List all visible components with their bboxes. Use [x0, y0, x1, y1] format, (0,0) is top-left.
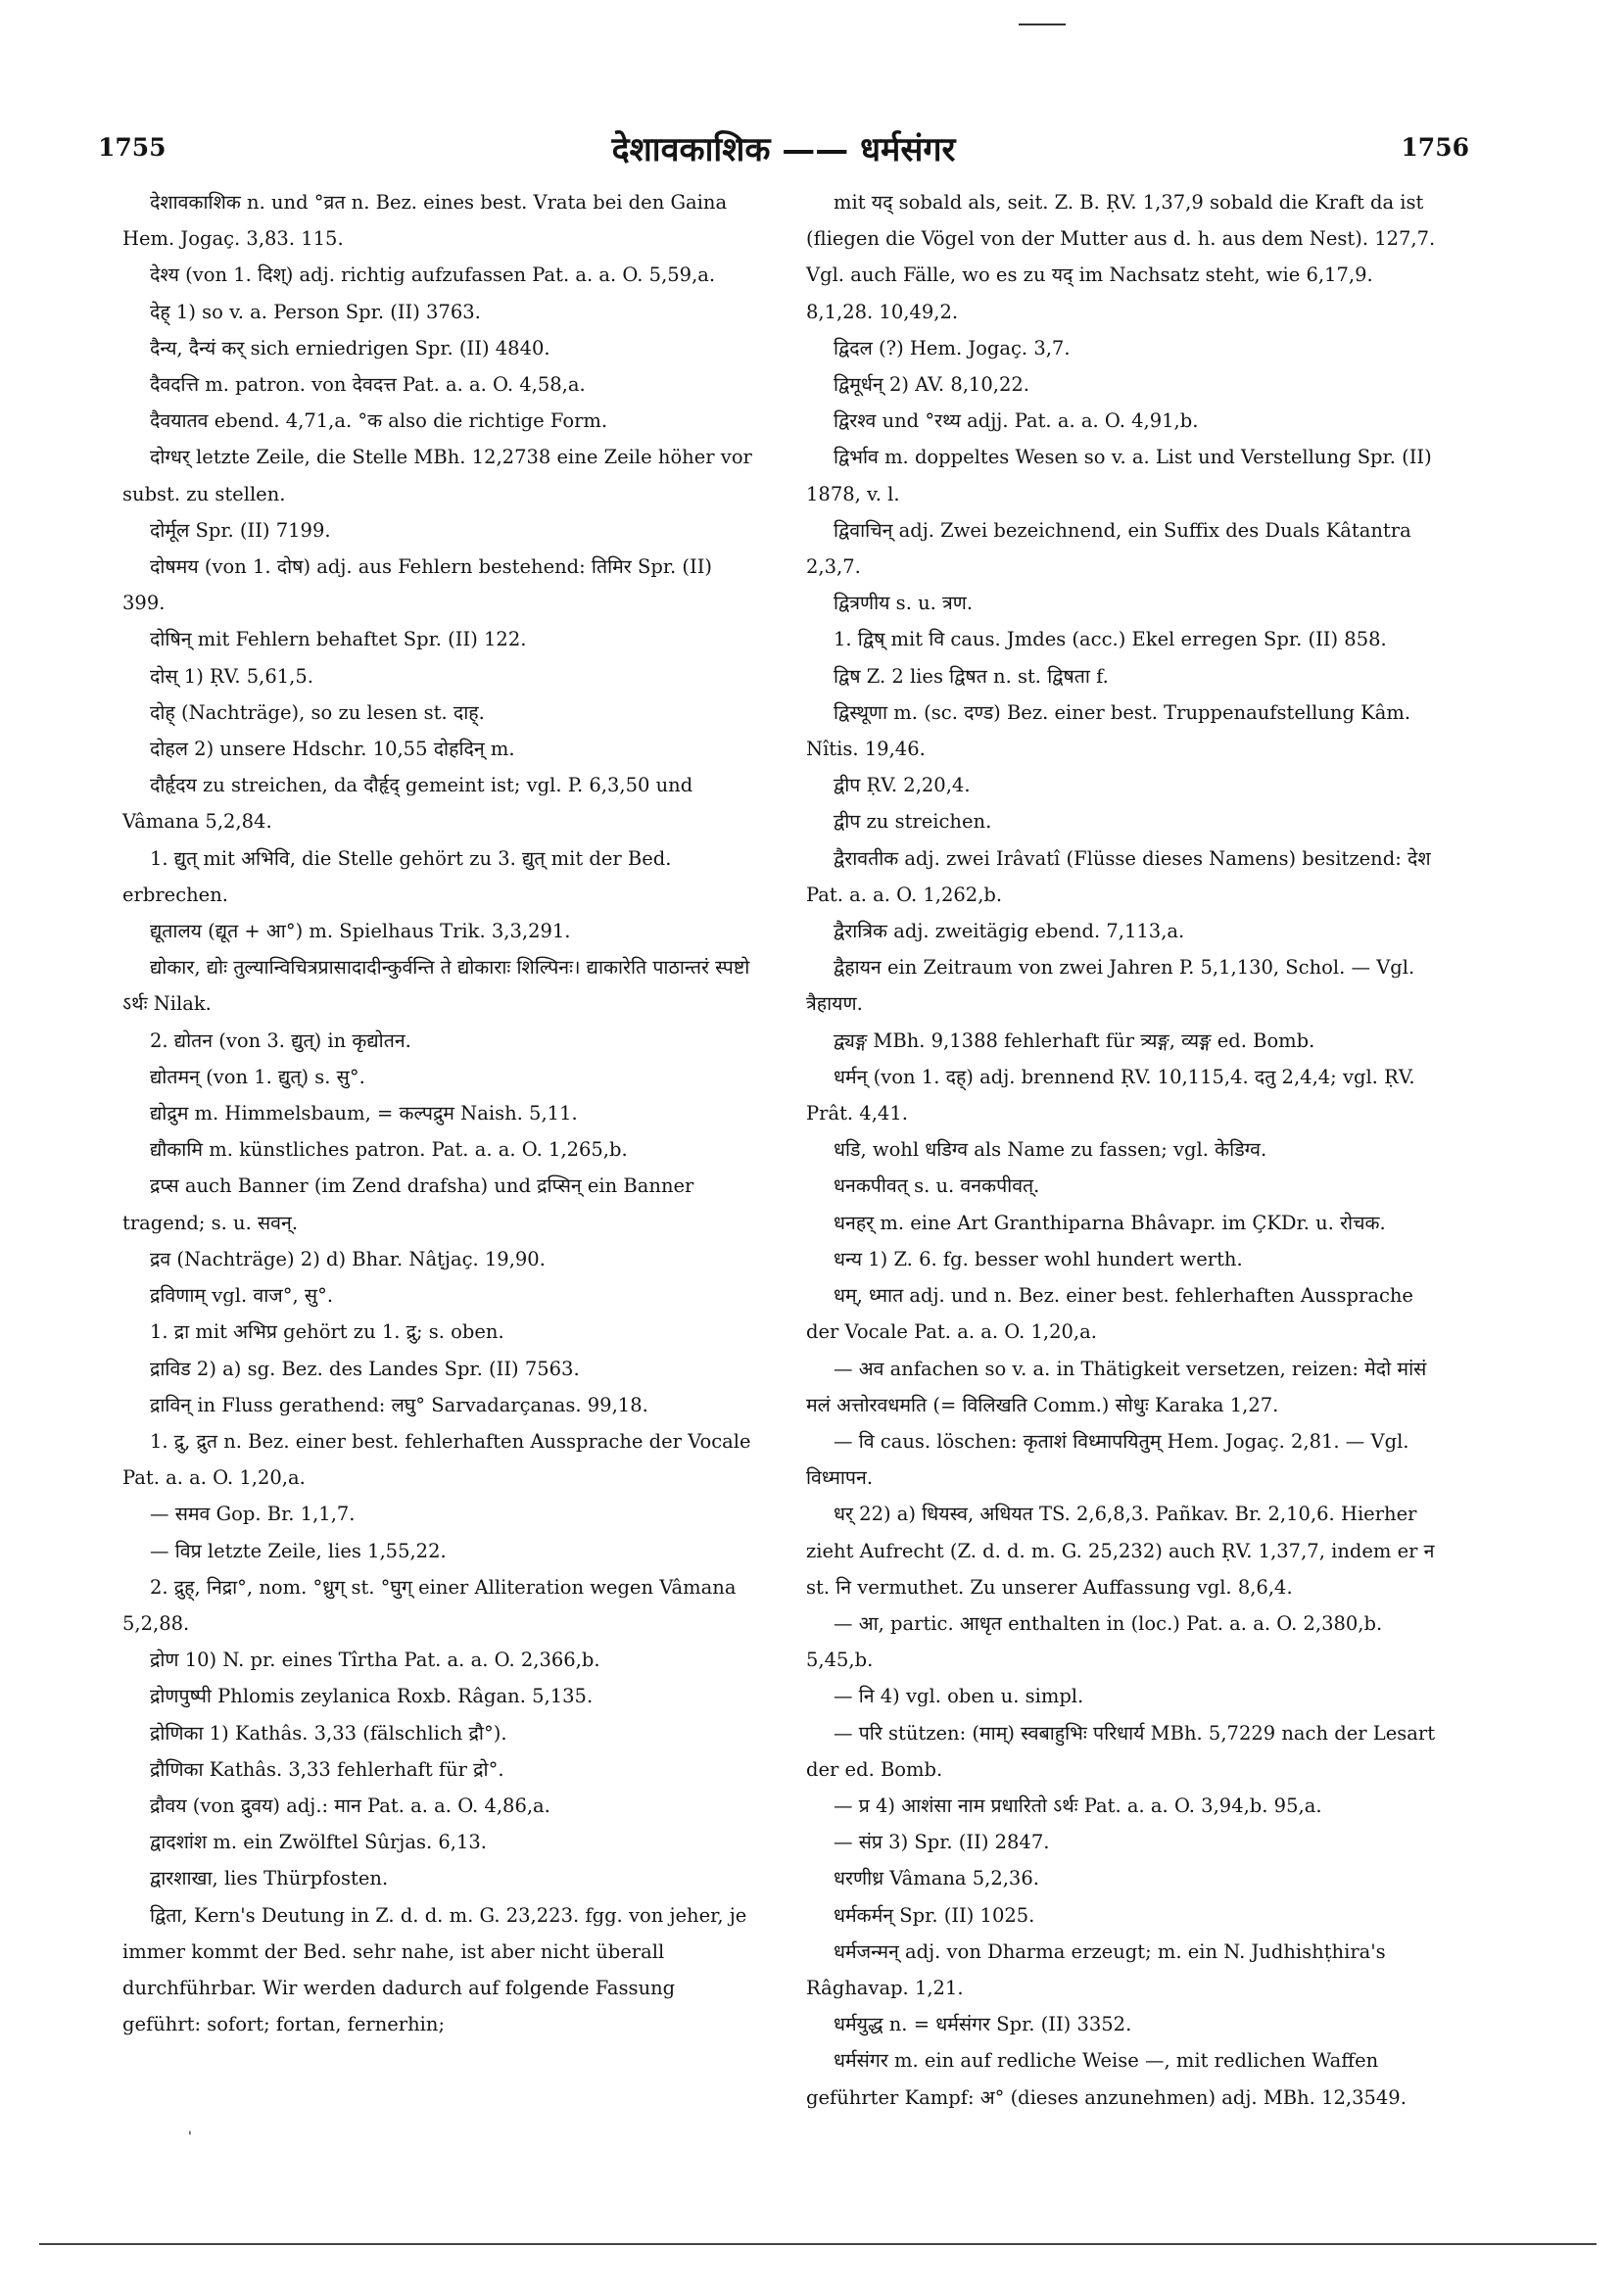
dictionary-entry: द्वादशांश m. ein Zwölftel Sûrjas. 6,13.	[150, 1831, 487, 1854]
dictionary-entry: दोस् 1) ṚV. 5,61,5.	[150, 664, 313, 688]
dictionary-entry: द्रौवय (von द्रुवय) adj.: मान Pat. a. a. O. 4,86,a.	[150, 1794, 550, 1817]
dictionary-entry: द्विमूर्धन् 2) AV. 8,10,22.	[834, 373, 1029, 397]
dictionary-entry: — परि stützen: (माम्) स्वबाहुभिः परिधार्य MBh. 5,7229 nach der Lesart der ed. Bomb.	[806, 1721, 1436, 1781]
dictionary-entry: धर्मयुद्ध n. = धर्मसंगर Spr. (II) 3352.	[834, 2013, 1132, 2036]
top-rule	[1019, 24, 1066, 25]
dictionary-entry: द्रोण 10) N. pr. eines Tîrtha Pat. a. a. O. 2,366,b.	[150, 1649, 600, 1672]
dictionary-entry: 2. द्योतन (von 3. द्युत्) in कृद्योतन.	[150, 1028, 411, 1052]
dictionary-entry: धर्मकर्मन् Spr. (II) 1025.	[834, 1903, 1035, 1927]
dictionary-entry: द्वीप ṚV. 2,20,4.	[834, 774, 971, 797]
dictionary-entry: धडि, wohl धडिग्व als Name zu fassen; vgl. केडिग्व.	[834, 1138, 1267, 1162]
dictionary-entry: धम्, ध्मात adj. und n. Bez. einer best. fehlerhaften Aussprache der Vocale Pat. a. a. O. 1,20,a.	[806, 1284, 1413, 1344]
dictionary-entry: धनहर् m. eine Art Granthiparna Bhâvapr. im ÇKDr. u. रोचक.	[834, 1211, 1386, 1234]
dictionary-entry: धर्मन् (von 1. दह्) adj. brennend ṚV. 10,115,4. दतु 2,4,4; vgl. ṚV. Prât. 4,41.	[806, 1065, 1415, 1125]
dictionary-entry: द्विष Z. 2 lies द्विषत n. st. द्विषता f.	[834, 664, 1109, 688]
dictionary-entry: द्वीप zu streichen.	[834, 810, 992, 834]
dictionary-entry: द्वित्रणीय s. u. त्रण.	[834, 592, 974, 615]
dictionary-entry: धरणीध्र Vâmana 5,2,36.	[834, 1867, 1039, 1890]
dictionary-entry: द्रविणाम् vgl. वाज°, सु°.	[150, 1284, 334, 1308]
dictionary-entry: द्योतमन् (von 1. द्युत्) s. सु°.	[150, 1065, 365, 1088]
dictionary-entry: द्यूतालय (द्यूत + आ°) m. Spielhaus Trik. 3,3,291.	[150, 920, 571, 943]
dictionary-entry: देशावकाशिक n. und °व्रत n. Bez. eines best. Vrata bei den Gaina Hem. Jogaç. 3,83. 115.	[122, 191, 728, 251]
page-number-left: 1755	[98, 133, 167, 162]
dictionary-entry: दौर्हृदय zu streichen, da दौर्हृद् gemeint ist; vgl. P. 6,3,50 und Vâmana 5,2,84.	[122, 774, 693, 834]
dictionary-entry: द्राविड 2) a) sg. Bez. des Landes Spr. (II) 7563.	[150, 1357, 580, 1380]
left-column	[122, 184, 759, 2042]
dictionary-entry: — समव Gop. Br. 1,1,7.	[150, 1503, 356, 1526]
dictionary-entry: दैवदत्ति m. patron. von देवदत्त Pat. a. a. O. 4,58,a.	[150, 373, 586, 397]
dictionary-entry: द्यौकामि m. künstliches patron. Pat. a. a. O. 1,265,b.	[150, 1138, 628, 1162]
footer-rule	[39, 2243, 1597, 2245]
dictionary-entry: 1. द्रा mit अभिप्र gehört zu 1. द्रु; s. oben.	[150, 1320, 504, 1344]
right-column	[806, 184, 1445, 2116]
dictionary-entry: धर्मजन्मन् adj. von Dharma erzeugt; m. ein N. Judhishṭhira's Râghavap. 1,21.	[806, 1939, 1386, 1999]
dictionary-entry: दोर्मूल Spr. (II) 7199.	[150, 518, 331, 542]
dictionary-entry: द्विस्थूणा m. (sc. दण्ड) Bez. einer best. Truppenaufstellung Kâm. Nîtis. 19,46.	[806, 700, 1411, 761]
page-number-right: 1756	[1401, 133, 1469, 162]
dictionary-entry: द्रोणपुष्पी Phlomis zeylanica Roxb. Râgan. 5,135.	[150, 1685, 594, 1708]
dictionary-entry: द्विर्भाव m. doppeltes Wesen so v. a. List und Verstellung Spr. (II) 1878, v. l.	[806, 446, 1432, 505]
dictionary-entry: — वि caus. löschen: कृताशं विध्मापयितुम् Hem. Jogaç. 2,81. — Vgl. विध्मापन.	[806, 1429, 1409, 1490]
dictionary-entry: द्विदल (?) Hem. Jogaç. 3,7.	[834, 336, 1071, 359]
dictionary-entry: धर् 22) a) धियस्व, अधियत TS. 2,6,8,3. Pañkav. Br. 2,10,6. Hierher zieht Aufrecht (Z. d. d. m. G. 25,232) auch ṚV. 1,37,7, indem er न st. नि vermuthet. Zu unserer Auffassung vgl. 8,6,4.	[806, 1503, 1435, 1599]
dictionary-entry: धन्य 1) Z. 6. fg. besser wohl hundert werth.	[834, 1247, 1243, 1270]
dictionary-entry: द्वैरात्रिक adj. zweitägig ebend. 7,113,a.	[834, 920, 1185, 943]
dictionary-entry: दोहल 2) unsere Hdschr. 10,55 दोहदिन् m.	[150, 738, 515, 761]
dictionary-entry: — संप्र 3) Spr. (II) 2847.	[834, 1831, 1050, 1854]
dictionary-entry: द्रौणिका Kathâs. 3,33 fehlerhaft für द्रो°.	[150, 1757, 504, 1781]
dictionary-entry: द्वैहायन ein Zeitraum von zwei Jahren P. 5,1,130, Schol. — Vgl. त्रैहायण.	[806, 956, 1415, 1016]
dictionary-entry: दोग्धर् letzte Zeile, die Stelle MBh. 12,2738 eine Zeile höher vor subst. zu stellen.	[122, 446, 752, 505]
dictionary-entry: दोषमय (von 1. दोष) adj. aus Fehlern bestehend: तिमिर Spr. (II) 399.	[122, 555, 713, 615]
dictionary-entry: 1. द्विष् mit वि caus. Jmdes (acc.) Ekel erregen Spr. (II) 858.	[834, 628, 1387, 651]
dictionary-entry: द्विवाचिन् adj. Zwei bezeichnend, ein Suffix des Duals Kâtantra 2,3,7.	[806, 518, 1411, 579]
dictionary-entry: — अव anfachen so v. a. in Thätigkeit versetzen, reizen: मेदो मांसं मलं अत्तोरवधमति (= विलिखति Comm.) सोधुः Karaka 1,27.	[806, 1357, 1427, 1416]
page-header	[98, 125, 1469, 174]
stray-mark: '	[188, 2129, 192, 2145]
dictionary-entry: दोह् (Nachträge), so zu lesen st. दाह्.	[150, 700, 485, 724]
dictionary-entry: दैवयातव ebend. 4,71,a. °क also die richtige Form.	[150, 409, 608, 433]
dictionary-entry: द्रव (Nachträge) 2) d) Bhar. Nâṭjaç. 19,90.	[150, 1247, 546, 1270]
dictionary-entry: — विप्र letzte Zeile, lies 1,55,22.	[150, 1539, 447, 1562]
dictionary-entry: द्राविन् in Fluss gerathend: लघु° Sarvadarçanas. 99,18.	[150, 1393, 648, 1416]
dictionary-entry: 1. द्रु, द्रुत n. Bez. einer best. fehlerhaften Aussprache der Vocale Pat. a. a. O. 1,20,a.	[122, 1429, 751, 1490]
dictionary-entry: — नि 4) vgl. oben u. simpl.	[834, 1685, 1084, 1708]
dictionary-entry: mit यद् sobald als, seit. Z. B. ṚV. 1,37,9 sobald die Kraft da ist (fliegen die Vögel von der Mutter aus d. h. aus dem Nest). 127,7. Vgl. auch Fälle, wo es zu यद् im Nachsatz steht, wie 6,17,9. 8,1,28. 10,49,2.	[806, 191, 1436, 323]
dictionary-entry: — प्र 4) आशंसा नाम प्रधारितो ऽर्थः Pat. a. a. O. 3,94,b. 95,a.	[834, 1794, 1322, 1817]
dictionary-entry: देह् 1) so v. a. Person Spr. (II) 3763.	[150, 300, 481, 323]
dictionary-entry: द्व्यङ्ग MBh. 9,1388 fehlerhaft für त्र्यङ्ग, व्यङ्ग ed. Bomb.	[834, 1028, 1315, 1052]
dictionary-entry: द्विता, Kern's Deutung in Z. d. d. m. G. 23,223. fgg. von jeher, je immer kommt der Bed. sehr nahe, ist aber nicht überall durchführbar. Wir werden dadurch auf folgende Fassung geführt: sofort; fortan, fernerhin;	[122, 1903, 747, 2036]
dictionary-entry: धर्मसंगर m. ein auf redliche Weise —, mit redlichen Waffen geführter Kampf: अ° (dieses anzunehmen) adj. MBh. 12,3549.	[806, 2049, 1407, 2109]
dictionary-entry: दोषिन् mit Fehlern behaftet Spr. (II) 122.	[150, 628, 527, 651]
dictionary-entry: द्रोणिका 1) Kathâs. 3,33 (fälschlich द्रौ°).	[150, 1721, 507, 1745]
dictionary-entry: — आ, partic. आधृत enthalten in (loc.) Pat. a. a. O. 2,380,b. 5,45,b.	[806, 1611, 1383, 1672]
dictionary-entry: देश्य (von 1. दिश्) adj. richtig aufzufassen Pat. a. a. O. 5,59,a.	[150, 263, 716, 287]
dictionary-entry: दैन्य, दैन्यं कर् sich erniedrigen Spr. (II) 4840.	[150, 336, 550, 359]
dictionary-entry: द्वैरावतीक adj. zwei Irâvatî (Flüsse dieses Namens) besitzend: देश Pat. a. a. O. 1,262,b.	[806, 846, 1431, 906]
dictionary-entry: 1. द्युत् mit अभिवि, die Stelle gehört zu 3. द्युत् mit der Bed. erbrechen.	[122, 846, 672, 906]
dictionary-entry: द्रप्स auch Banner (im Zend drafsha) und द्रप्सिन् ein Banner tragend; s. u. सवन्.	[122, 1174, 694, 1234]
dictionary-entry: द्वारशाखा, lies Thürpfosten.	[150, 1867, 389, 1890]
dictionary-entry: द्विरश्व und °रथ्य adjj. Pat. a. a. O. 4,91,b.	[834, 409, 1199, 433]
dictionary-entry: द्योद्रुम m. Himmelsbaum, = कल्पद्रुम Naish. 5,11.	[150, 1102, 578, 1125]
running-title: देशावकाशिक —— धर्मसंगर	[611, 130, 956, 169]
dictionary-entry: धनकपीवत् s. u. वनकपीवत्.	[834, 1174, 1040, 1198]
dictionary-entry: 2. द्रुह्, निद्रा°, nom. °ध्रुग् st. °घुग् einer Alliteration wegen Vâmana 5,2,88.	[122, 1575, 737, 1635]
dictionary-entry: द्योकार, द्योः तुल्यान्विचित्रप्रासादादीन्कुर्वन्ति ते द्योकाराः शिल्पिनः। द्याकारेति पाठान्तरं स्पष्टो ऽर्थः Nilak.	[122, 956, 750, 1016]
